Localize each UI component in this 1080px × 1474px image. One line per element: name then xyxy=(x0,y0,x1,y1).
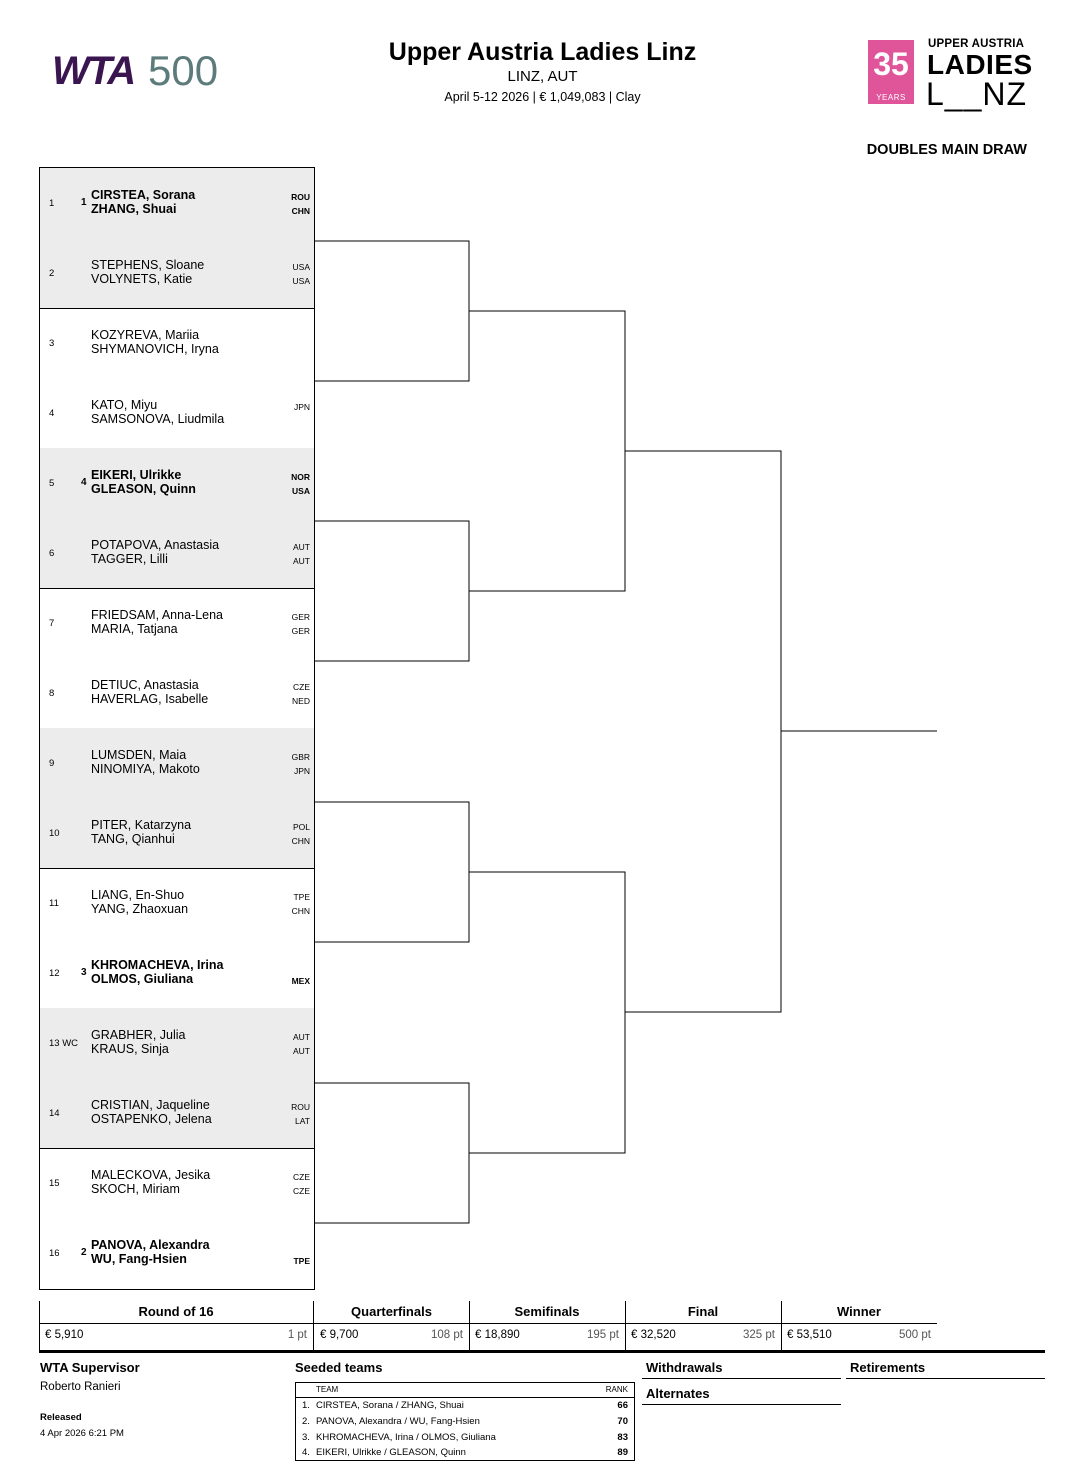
footer-rule xyxy=(39,1350,1045,1353)
round-name: Winner xyxy=(837,1304,881,1319)
player-1: CRISTIAN, Jaqueline xyxy=(91,1098,210,1112)
country-1: USA xyxy=(292,262,310,272)
column-divider xyxy=(781,1301,782,1351)
player-2: HAVERLAG, Isabelle xyxy=(91,692,209,706)
seed-rank: 66 xyxy=(617,1400,628,1411)
wta-500-logo xyxy=(52,47,222,96)
supervisor-name: Roberto Ranieri xyxy=(40,1381,121,1393)
draw-entry xyxy=(40,588,314,658)
logo-line-2: LADIES xyxy=(927,49,1033,80)
seeded-teams-label: Seeded teams xyxy=(295,1360,383,1375)
alternates-label: Alternates xyxy=(646,1386,710,1401)
round-cell xyxy=(781,1301,937,1351)
seed-number: 4 xyxy=(81,477,87,488)
country-2: AUT xyxy=(293,556,310,566)
draw-entry xyxy=(40,308,314,378)
seed-index: 3. xyxy=(302,1432,310,1443)
player-2: WU, Fang-Hsien xyxy=(91,1252,187,1266)
player-1: PITER, Katarzyna xyxy=(91,818,192,832)
tournament-title: Upper Austria Ladies Linz xyxy=(388,38,697,66)
draw-position: 10 xyxy=(49,828,60,839)
draw-position: 6 xyxy=(49,548,55,559)
draw-entry xyxy=(40,798,314,868)
round-name: Round of 16 xyxy=(138,1304,214,1319)
round-name: Quarterfinals xyxy=(351,1304,432,1319)
draw-entry xyxy=(40,448,314,518)
column-divider xyxy=(39,1301,40,1351)
ranking-points: 195 pt xyxy=(587,1329,619,1341)
wta-logo-level: 500 xyxy=(148,47,219,94)
anniversary-badge xyxy=(868,40,914,104)
seed-index: 4. xyxy=(302,1447,310,1458)
player-2: YANG, Zhaoxuan xyxy=(91,902,189,916)
ranking-points: 1 pt xyxy=(287,1329,307,1341)
draw-position: 11 xyxy=(49,898,59,909)
bracket-connector xyxy=(625,451,781,1012)
withdrawals-label: Withdrawals xyxy=(646,1360,723,1375)
country-1: NOR xyxy=(291,472,310,482)
wta-logo-text: WTA xyxy=(52,49,135,93)
player-1: CIRSTEA, Sorana xyxy=(91,188,196,202)
draw-entry xyxy=(40,378,314,448)
draw-position: 3 xyxy=(49,338,55,349)
player-1: LUMSDEN, Maia xyxy=(91,748,187,762)
seed-index: 1. xyxy=(302,1400,310,1411)
seed-number: 3 xyxy=(81,967,87,978)
draw-position: 2 xyxy=(49,268,55,279)
country-1: AUT xyxy=(293,542,310,552)
released-date: 4 Apr 2026 6:21 PM xyxy=(40,1428,124,1439)
draw-entry xyxy=(40,938,314,1008)
player-1: GRABHER, Julia xyxy=(91,1028,186,1042)
draw-position: 16 xyxy=(49,1248,60,1259)
player-1: KHROMACHEVA, Irina xyxy=(91,958,224,972)
player-1: POTAPOVA, Anastasia xyxy=(91,538,220,552)
player-2: OSTAPENKO, Jelena xyxy=(91,1112,212,1126)
player-1: EIKERI, Ulrikke xyxy=(91,468,182,482)
player-2: TANG, Qianhui xyxy=(91,832,175,846)
prize-money: € 9,700 xyxy=(320,1329,359,1341)
draw-position: 7 xyxy=(49,618,55,629)
player-2: SKOCH, Miriam xyxy=(91,1182,180,1196)
seed-team: EIKERI, Ulrikke / GLEASON, Quinn xyxy=(316,1447,466,1458)
round-cell xyxy=(314,1301,469,1351)
player-2: OLMOS, Giuliana xyxy=(91,972,194,986)
prize-money: € 53,510 xyxy=(787,1329,832,1341)
round-cell xyxy=(39,1301,313,1351)
player-2: SAMSONOVA, Liudmila xyxy=(91,412,225,426)
rank-column-header: RANK xyxy=(605,1385,628,1394)
released-label: Released xyxy=(40,1412,82,1423)
alternates-rule xyxy=(642,1404,841,1405)
ranking-points: 500 pt xyxy=(899,1329,931,1341)
ladies-linz-logo xyxy=(866,38,1036,110)
draw-entry xyxy=(40,1218,314,1288)
country-2: AUT xyxy=(293,1046,310,1056)
draw-position: 5 xyxy=(49,478,55,489)
draw-entry xyxy=(40,728,314,798)
round-cell xyxy=(469,1301,625,1351)
country-1: ROU xyxy=(291,1102,310,1112)
player-1: STEPHENS, Sloane xyxy=(91,258,205,272)
tournament-location: LINZ, AUT xyxy=(507,68,578,85)
seed-rank: 70 xyxy=(617,1416,628,1427)
draw-entry xyxy=(40,238,314,308)
round-name: Semifinals xyxy=(514,1304,580,1319)
ranking-points: 325 pt xyxy=(743,1329,775,1341)
draw-position: 8 xyxy=(49,688,55,699)
player-1: PANOVA, Alexandra xyxy=(91,1238,210,1252)
player-1: KOZYREVA, Mariia xyxy=(91,328,200,342)
country-2: CHN xyxy=(291,906,310,916)
country-1: GBR xyxy=(291,752,310,762)
player-1: MALECKOVA, Jesika xyxy=(91,1168,211,1182)
draw-position: 9 xyxy=(49,758,55,769)
draw-entry xyxy=(40,168,314,238)
ranking-points: 108 pt xyxy=(431,1329,463,1341)
prize-money: € 5,910 xyxy=(45,1329,84,1341)
seeded-teams-table xyxy=(295,1382,635,1461)
country-1: JPN xyxy=(293,402,310,412)
bracket-connector xyxy=(315,802,469,942)
retirements-rule xyxy=(846,1378,1045,1379)
seeded-row xyxy=(296,1430,634,1446)
bracket-connector xyxy=(469,311,625,591)
withdrawals-rule xyxy=(642,1378,841,1379)
country-2: USA xyxy=(292,486,310,496)
country-2: NED xyxy=(292,696,310,706)
tournament-details: April 5-12 2026 | € 1,049,083 | Clay xyxy=(444,90,641,104)
seed-team: KHROMACHEVA, Irina / OLMOS, Giuliana xyxy=(316,1432,496,1443)
prize-money: € 32,520 xyxy=(631,1329,676,1341)
rounds-divider xyxy=(39,1323,937,1324)
player-1: FRIEDSAM, Anna-Lena xyxy=(91,608,224,622)
draw-entry xyxy=(40,518,314,588)
country-2: GER xyxy=(291,626,310,636)
bracket-connector xyxy=(315,241,469,381)
round-name: Final xyxy=(687,1304,719,1319)
draw-entry xyxy=(40,1078,314,1148)
draw-entry xyxy=(40,1148,314,1218)
logo-line-1: UPPER AUSTRIA xyxy=(928,38,1025,50)
supervisor-label: WTA Supervisor xyxy=(40,1360,140,1375)
player-1: KATO, Miyu xyxy=(91,398,158,412)
player-2: GLEASON, Quinn xyxy=(91,482,196,496)
draw-entry xyxy=(40,868,314,938)
country-1: CZE xyxy=(293,682,310,692)
seeded-row xyxy=(296,1414,634,1430)
country-1: ROU xyxy=(291,192,310,202)
country-2: CHN xyxy=(291,836,310,846)
seed-team: CIRSTEA, Sorana / ZHANG, Shuai xyxy=(316,1400,464,1411)
seed-team: PANOVA, Alexandra / WU, Fang-Hsien xyxy=(316,1416,480,1427)
country-1: POL xyxy=(292,822,310,832)
draw-entry xyxy=(40,658,314,728)
player-2: SHYMANOVICH, Iryna xyxy=(91,342,219,356)
badge-number: 35 xyxy=(873,46,909,82)
country-2: MEX xyxy=(291,976,310,986)
country-2: LAT xyxy=(295,1116,310,1126)
rounds-table xyxy=(39,1301,937,1351)
column-divider xyxy=(313,1301,314,1351)
draw-entries xyxy=(39,167,315,1290)
column-divider xyxy=(469,1301,470,1351)
draw-position: 13 WC xyxy=(49,1038,79,1049)
seeded-row xyxy=(296,1398,634,1414)
draw-position: 1 xyxy=(49,198,55,209)
country-2: USA xyxy=(292,276,310,286)
player-2: NINOMIYA, Makoto xyxy=(91,762,200,776)
column-divider xyxy=(625,1301,626,1351)
player-2: KRAUS, Sinja xyxy=(91,1042,169,1056)
seed-rank: 89 xyxy=(617,1447,628,1458)
retirements-label: Retirements xyxy=(850,1360,926,1375)
player-2: ZHANG, Shuai xyxy=(91,202,177,216)
draw-position: 15 xyxy=(49,1178,60,1189)
player-2: MARIA, Tatjana xyxy=(91,622,178,636)
country-1: CZE xyxy=(293,1172,310,1182)
draw-position: 4 xyxy=(49,408,55,419)
bracket-connector xyxy=(469,872,625,1153)
seed-number: 2 xyxy=(81,1247,87,1258)
seed-rank: 83 xyxy=(617,1432,628,1443)
country-2: CHN xyxy=(291,206,310,216)
seeded-row xyxy=(296,1445,634,1461)
bracket-connector xyxy=(315,521,469,661)
team-column-header: TEAM xyxy=(316,1385,339,1394)
player-1: DETIUC, Anastasia xyxy=(91,678,199,692)
player-2: VOLYNETS, Katie xyxy=(91,272,193,286)
seed-number: 1 xyxy=(81,197,87,208)
logo-line-3: L__NZ xyxy=(926,76,1028,112)
badge-caption: YEARS xyxy=(876,93,906,102)
seed-index: 2. xyxy=(302,1416,310,1427)
country-2: TPE xyxy=(293,1256,310,1266)
prize-money: € 18,890 xyxy=(475,1329,520,1341)
country-1: AUT xyxy=(293,1032,310,1042)
player-1: LIANG, En-Shuo xyxy=(91,888,185,902)
draw-entry xyxy=(40,1008,314,1078)
country-1: GER xyxy=(291,612,310,622)
draw-position: 14 xyxy=(49,1108,60,1119)
bracket-connector xyxy=(315,1083,469,1223)
draw-position: 12 xyxy=(49,968,60,979)
draw-label: DOUBLES MAIN DRAW xyxy=(866,142,1027,158)
country-2: JPN xyxy=(293,766,310,776)
round-cell xyxy=(625,1301,781,1351)
player-2: TAGGER, Lilli xyxy=(91,552,168,566)
country-1: TPE xyxy=(293,892,310,902)
country-2: CZE xyxy=(293,1186,310,1196)
